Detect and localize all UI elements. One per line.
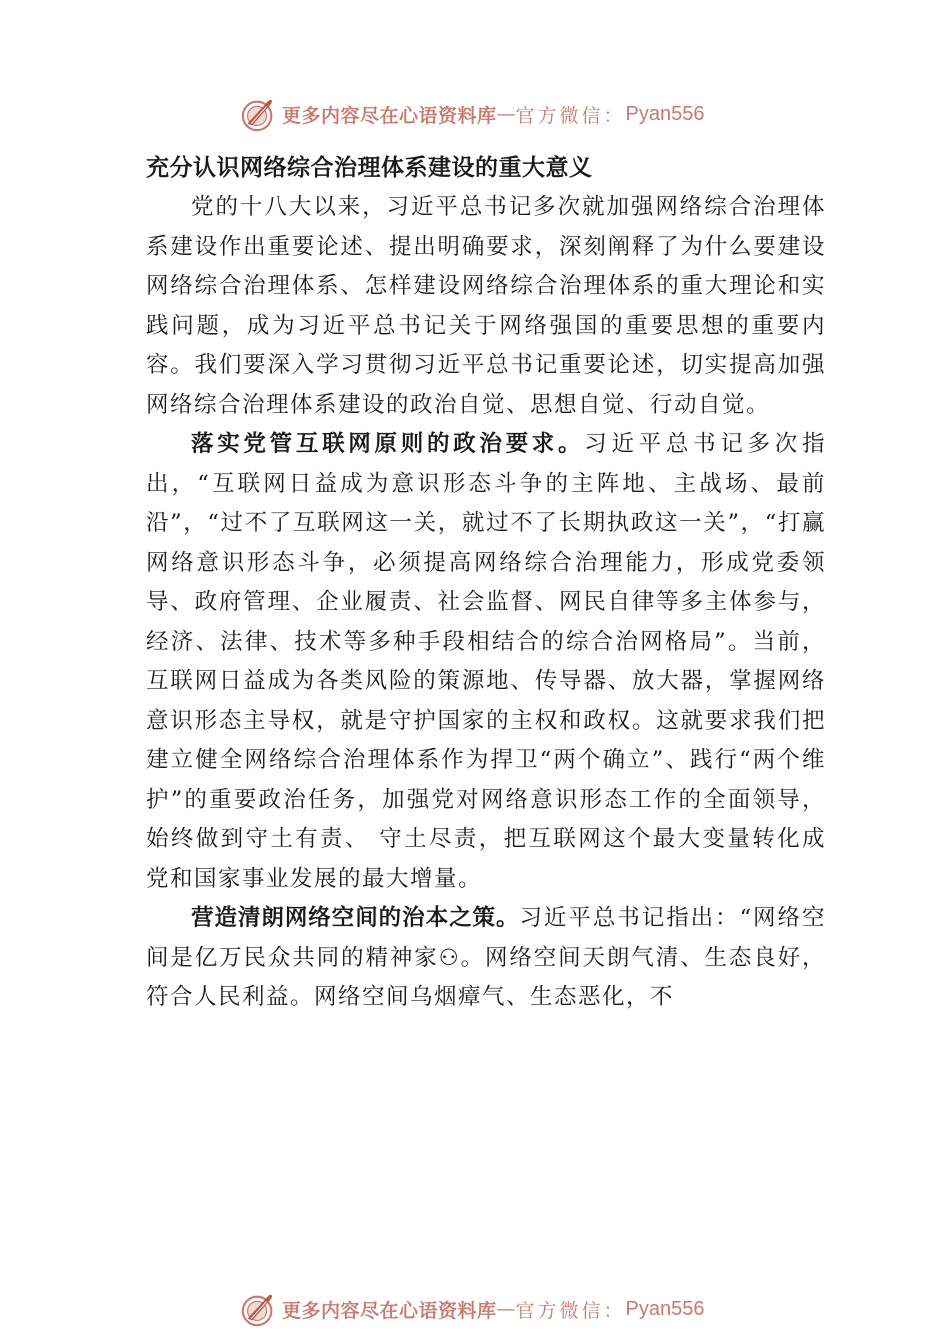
paragraph-lead: 落实党管互联网原则的政治要求。: [191, 431, 585, 457]
paragraph-political-requirement: [146, 425, 826, 899]
banner-wechat-label: 官方微信：: [515, 1299, 626, 1322]
banner-slogan: 更多内容尽在心语资料库: [282, 104, 497, 127]
paragraph-text: 党的十八大以来，习近平总书记多次就加强网络综合治理体系建设作出重要论述、提出明确要求，深刻阐释了为什么要建设网络综合治理体系、怎样建设网络综合治理体系的重大理论和实践问题，成为习近平总书记关于网络强国的重要思想的重要内容。我们要深入学习贯彻习近平总书记重要论述，切实提高加强网络综合治理体系建设的政治自觉、思想自觉、行动自觉。: [146, 194, 826, 418]
banner-wechat-label: 官方微信：: [515, 104, 626, 127]
banner-slogan: 更多内容尽在心语资料库: [282, 1299, 497, 1322]
banner-separator: —: [496, 1298, 516, 1320]
quill-seal-icon: [240, 95, 278, 133]
paragraph-text: 习近平总书记多次指出，“互联网日益成为意识形态斗争的主阵地、主战场、最前沿”，“过不了互联网这一关，就过不了长期执政这一关”，“打赢网络意识形态斗争，必须提高网络综合治理能力，形成党委领导、政府管理、企业履责、社会监督、网民自律等多主体参与，经济、法律、技术等多种手段相结合的综合治网格局”。当前，互联网日益成为各类风险的策源地、传导器、放大器，掌握网络意识形态主导权，就是守护国家的主权和政权。这就要求我们把建立健全网络综合治理体系作为捍卫“两个确立”、践行“两个维护”的重要政治任务，加强党对网络意识形态工作的全面领导，始终做到守土有责、 守土尽责，把互联网这个最大变量转化成党和国家事业发展的最大增量。: [146, 431, 826, 892]
paragraph-intro: [146, 188, 826, 425]
banner-separator: —: [496, 103, 516, 125]
footer-banner: [240, 1289, 705, 1329]
document-heading: 充分认识网络综合治理体系建设的重大意义: [146, 155, 593, 181]
banner-wechat-id: Pyan556: [625, 102, 705, 125]
quill-seal-icon: [240, 1290, 278, 1328]
banner-wechat-id: Pyan556: [625, 1297, 705, 1320]
header-banner: [240, 94, 705, 134]
paragraph-clean-cyberspace: [146, 899, 826, 1018]
paragraph-lead: 营造清朗网络空间的治本之策。: [191, 905, 520, 931]
document-body: [146, 148, 826, 1018]
paragraph-text: 习近平总书记指出：“网络空间是亿万民众共同的精神家⚇。网络空间天朗气清、生态良好，符合人民利益。网络空间乌烟瘴气、生态恶化，不: [146, 905, 826, 1010]
